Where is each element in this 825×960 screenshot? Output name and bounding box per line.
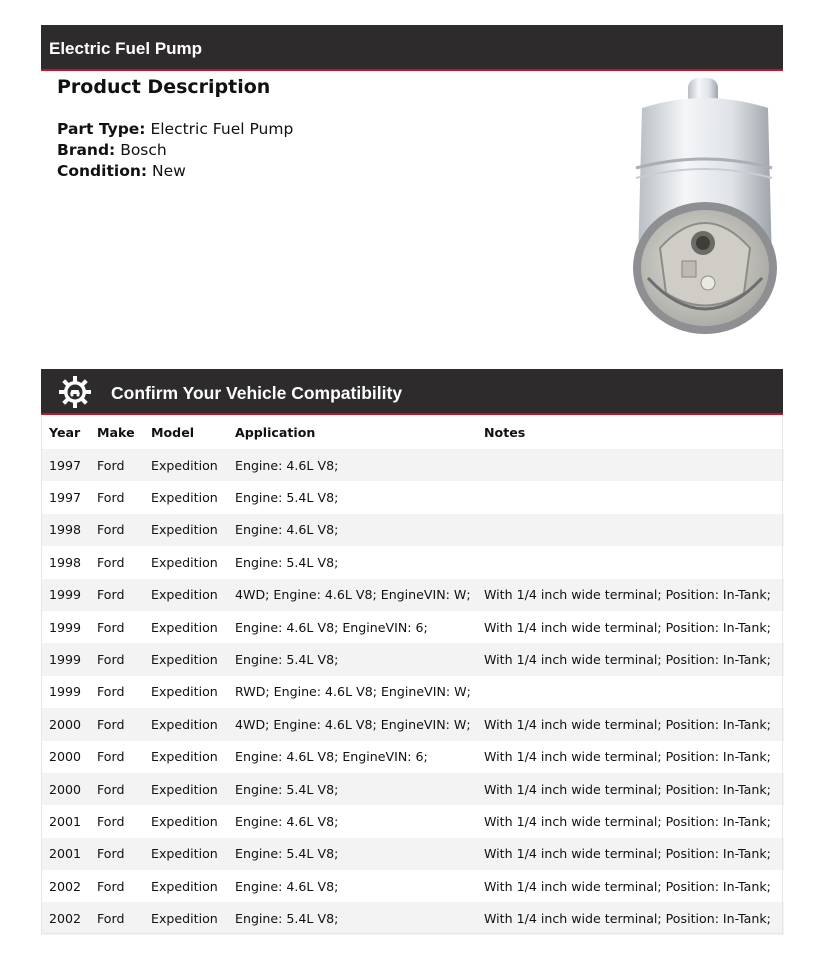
- cell-notes: [476, 481, 784, 513]
- cell-year: 2002: [49, 911, 82, 927]
- cell-notes: With 1/4 inch wide terminal; Position: In-Tank;: [484, 781, 771, 797]
- cell-make: Ford: [97, 619, 125, 635]
- table-row: [41, 773, 784, 805]
- table-row: [41, 579, 784, 611]
- cell-make: Ford: [97, 554, 125, 570]
- cell-application: RWD; Engine: 4.6L V8; EngineVIN: W;: [235, 684, 471, 700]
- table-row: [41, 643, 784, 675]
- cell-year: 2000: [49, 749, 82, 765]
- cell-model: Expedition: [151, 684, 218, 700]
- table-body: [41, 449, 784, 935]
- cell-notes: With 1/4 inch wide terminal; Position: In-Tank;: [484, 813, 771, 829]
- cell-notes: With 1/4 inch wide terminal; Position: In-Tank;: [484, 652, 771, 668]
- product-title: Electric Fuel Pump: [49, 39, 203, 58]
- cell-application: Engine: 4.6L V8;: [235, 522, 339, 538]
- cell-model: Expedition: [151, 781, 218, 797]
- cell-model: Expedition: [151, 522, 218, 538]
- cell-make: Ford: [97, 846, 125, 862]
- cell-notes: With 1/4 inch wide terminal; Position: In-Tank;: [484, 619, 771, 635]
- cell-make: Ford: [97, 522, 125, 538]
- gear-car-icon: [58, 375, 92, 409]
- fuel-pump-image: [620, 78, 790, 338]
- column-header-year: Year: [49, 425, 81, 440]
- table-row: [41, 805, 784, 837]
- table-row: [41, 870, 784, 902]
- cell-make: Ford: [97, 749, 125, 765]
- column-header-model: Model: [151, 425, 195, 440]
- cell-year: 1997: [49, 490, 82, 506]
- cell-year: 1999: [49, 587, 82, 603]
- cell-year: 1999: [49, 652, 82, 668]
- cell-notes: [476, 514, 784, 546]
- cell-year: 2000: [49, 781, 82, 797]
- cell-model: Expedition: [151, 846, 218, 862]
- cell-year: 1999: [49, 619, 82, 635]
- cell-application: 4WD; Engine: 4.6L V8; EngineVIN: W;: [235, 716, 471, 732]
- cell-make: Ford: [97, 878, 125, 894]
- spec-value: Bosch: [120, 141, 167, 159]
- cell-model: Expedition: [151, 587, 218, 603]
- cell-application: Engine: 5.4L V8;: [235, 781, 339, 797]
- cell-application: Engine: 5.4L V8;: [235, 652, 339, 668]
- cell-application: Engine: 4.6L V8; EngineVIN: 6;: [235, 749, 428, 765]
- cell-make: Ford: [97, 457, 125, 473]
- cell-year: 1999: [49, 684, 82, 700]
- cell-make: Ford: [97, 587, 125, 603]
- cell-notes: With 1/4 inch wide terminal; Position: In-Tank;: [484, 749, 771, 765]
- cell-year: 2002: [49, 878, 82, 894]
- cell-application: Engine: 5.4L V8;: [235, 554, 339, 570]
- cell-application: Engine: 5.4L V8;: [235, 846, 339, 862]
- cell-model: Expedition: [151, 878, 218, 894]
- cell-notes: [476, 676, 784, 708]
- cell-make: Ford: [97, 911, 125, 927]
- spec-value: Electric Fuel Pump: [150, 120, 294, 138]
- cell-model: Expedition: [151, 749, 218, 765]
- cell-notes: [476, 546, 784, 578]
- cell-model: Expedition: [151, 813, 218, 829]
- table-row: [41, 546, 784, 578]
- table-row: [41, 449, 784, 481]
- cell-year: 1998: [49, 554, 82, 570]
- cell-make: Ford: [97, 716, 125, 732]
- table-row: [41, 611, 784, 643]
- cell-application: Engine: 5.4L V8;: [235, 490, 339, 506]
- cell-model: Expedition: [151, 457, 218, 473]
- cell-application: Engine: 4.6L V8;: [235, 878, 339, 894]
- spec-brand: [57, 140, 167, 161]
- column-header-notes: Notes: [484, 425, 526, 440]
- cell-application: Engine: 5.4L V8;: [235, 911, 339, 927]
- cell-notes: With 1/4 inch wide terminal; Position: In-Tank;: [484, 878, 771, 894]
- compatibility-table: [41, 416, 784, 935]
- cell-year: 1997: [49, 457, 82, 473]
- cell-model: Expedition: [151, 716, 218, 732]
- table-header-row: [41, 416, 784, 449]
- table-row: [41, 481, 784, 513]
- cell-year: 2001: [49, 846, 82, 862]
- table-row: [41, 514, 784, 546]
- cell-notes: With 1/4 inch wide terminal; Position: In-Tank;: [484, 587, 771, 603]
- cell-model: Expedition: [151, 554, 218, 570]
- cell-make: Ford: [97, 813, 125, 829]
- product-title-banner: [41, 25, 783, 71]
- spec-label: Brand:: [57, 141, 116, 159]
- spec-value: New: [152, 162, 186, 180]
- cell-notes: [476, 449, 784, 481]
- column-header-make: Make: [97, 425, 135, 440]
- cell-application: Engine: 4.6L V8;: [235, 457, 339, 473]
- cell-application: Engine: 4.6L V8; EngineVIN: 6;: [235, 619, 428, 635]
- table-row: [41, 741, 784, 773]
- cell-notes: With 1/4 inch wide terminal; Position: In-Tank;: [484, 846, 771, 862]
- table-row: [41, 902, 784, 934]
- cell-model: Expedition: [151, 652, 218, 668]
- cell-year: 1998: [49, 522, 82, 538]
- table-row: [41, 676, 784, 708]
- cell-model: Expedition: [151, 911, 218, 927]
- cell-make: Ford: [97, 490, 125, 506]
- cell-notes: With 1/4 inch wide terminal; Position: In-Tank;: [484, 911, 771, 927]
- spec-label: Condition:: [57, 162, 148, 180]
- cell-application: Engine: 4.6L V8;: [235, 813, 339, 829]
- cell-model: Expedition: [151, 619, 218, 635]
- compatibility-title: Confirm Your Vehicle Compatibility: [111, 383, 403, 403]
- spec-part-type: [57, 119, 293, 140]
- table-row: [41, 708, 784, 740]
- cell-year: 2001: [49, 813, 82, 829]
- spec-condition: [57, 161, 186, 182]
- cell-make: Ford: [97, 652, 125, 668]
- description-heading: Product Description: [57, 76, 271, 98]
- cell-application: 4WD; Engine: 4.6L V8; EngineVIN: W;: [235, 587, 471, 603]
- cell-year: 2000: [49, 716, 82, 732]
- cell-notes: With 1/4 inch wide terminal; Position: In-Tank;: [484, 716, 771, 732]
- column-header-application: Application: [235, 425, 316, 440]
- cell-make: Ford: [97, 781, 125, 797]
- table-row: [41, 838, 784, 870]
- spec-label: Part Type:: [57, 120, 146, 138]
- cell-model: Expedition: [151, 490, 218, 506]
- compatibility-banner: [41, 369, 783, 415]
- cell-make: Ford: [97, 684, 125, 700]
